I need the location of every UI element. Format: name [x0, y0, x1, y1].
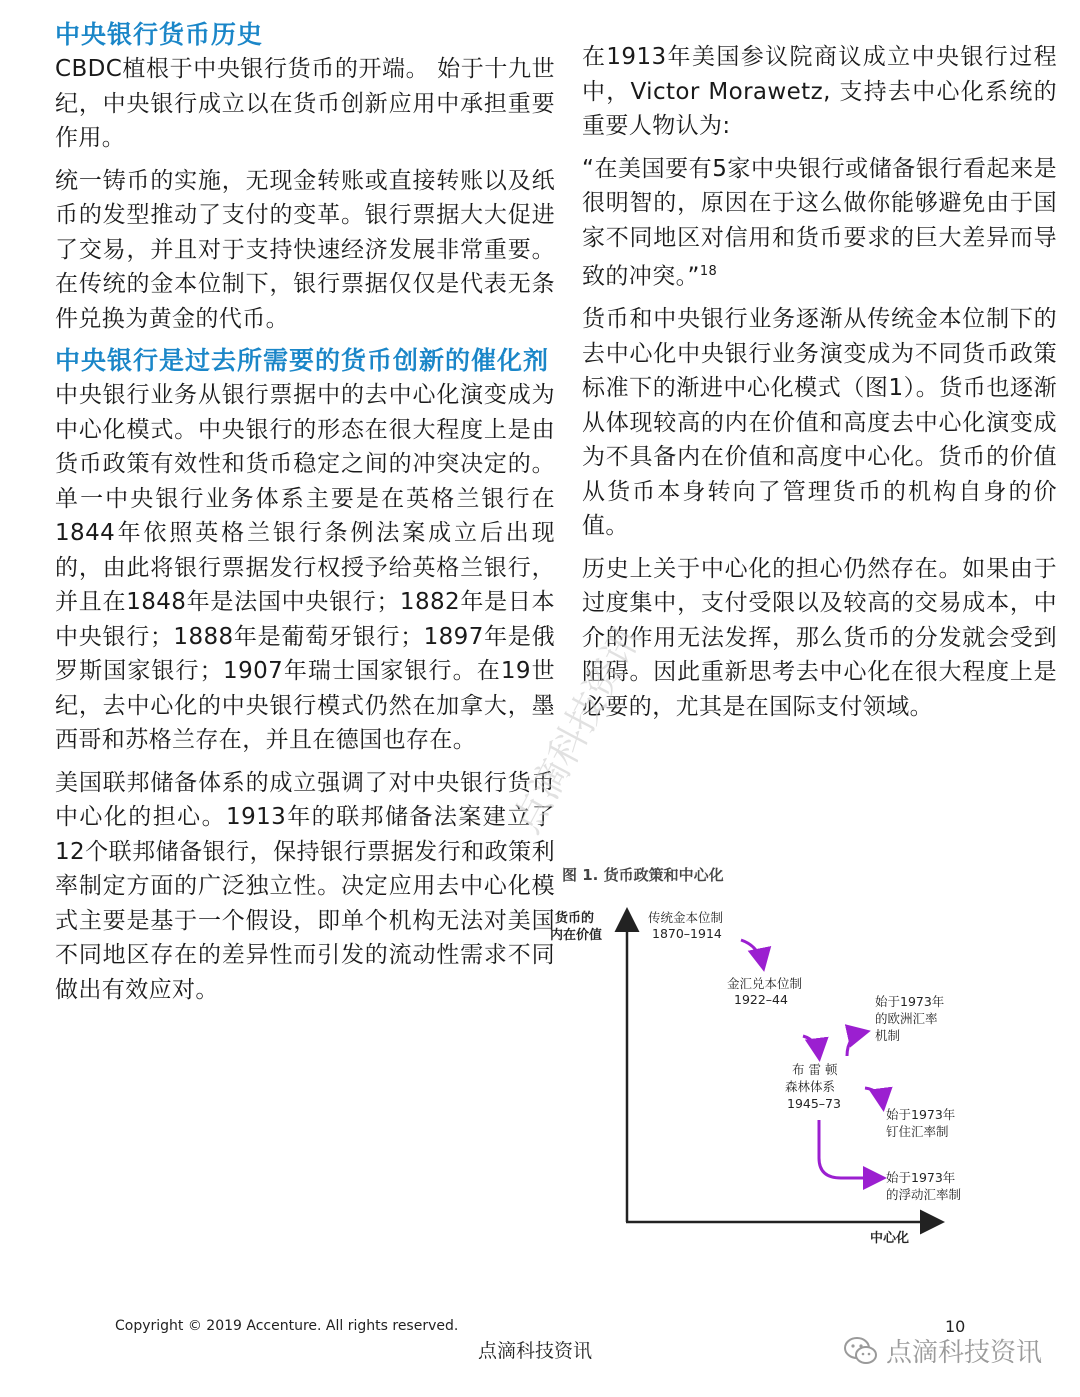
- arrow-to-euro-mechanism: [847, 1032, 865, 1056]
- paragraph: 历史上关于中心化的担心仍然存在。如果由于过度集中，支付受限以及较高的交易成本，中介的作用无法发挥，那么货币的分发就会受到阻碍。因此重新思考去中心化在很大程度上是必要的，尤其是在国际支付领域。: [582, 555, 1057, 720]
- copyright-notice: Copyright © 2019 Accenture. All rights reserved.: [115, 1318, 459, 1334]
- node-floating-rate: 始于1973年: [886, 1170, 956, 1185]
- node-gold-standard-years: 1870–1914: [652, 926, 722, 941]
- paragraph: 中央银行业务从银行票据中的去中心化演变成为中心化模式。中央银行的形态在很大程度上是由货币政策有效性和货币稳定之间的冲突决定的。单一中央银行业务体系主要是在英格兰银行在1844年依照英格兰银行条例法案成立后出现的，由此将银行票据发行权授予给英格兰银行，并且在1848年是法国中央银行；1882年是日本中央银行；1888年是葡萄牙银行；1897年是俄罗斯国家银行；1907年瑞士国家银行。在19世纪，去中心化的中央银行模式仍然在加拿大，墨西哥和苏格兰存在，并且在德国也存在。: [55, 382, 555, 753]
- paragraph: CBDC植根于中央银行货币的开端。 始于十九世纪，中央银行成立以在货币创新应用中承担重要作用。: [55, 56, 555, 151]
- node-gold-standard: 传统金本位制: [648, 910, 724, 925]
- node-bretton-woods: 森林体系: [785, 1079, 836, 1094]
- wechat-brand: [844, 1332, 1042, 1369]
- node-euro-mechanism: 始于1973年: [875, 994, 945, 1009]
- node-gold-exchange: 金汇兑本位制: [727, 976, 803, 991]
- node-bretton-woods: 布 雷 顿: [792, 1062, 838, 1077]
- page-number: 10: [945, 1317, 966, 1336]
- source-label: 点滴科技资讯: [478, 1340, 593, 1362]
- y-axis-label: 内在价值: [550, 928, 603, 943]
- arrow-to-bretton-woods: [803, 1036, 819, 1056]
- node-bretton-woods-years: 1945–73: [787, 1096, 841, 1111]
- arrow-to-pegged-rate: [865, 1088, 883, 1106]
- brand-name: 点滴科技资讯: [886, 1338, 1043, 1368]
- centralization-diagram: [545, 890, 975, 1260]
- node-euro-mechanism: 机制: [875, 1028, 901, 1043]
- arrow-to-gold-exchange: [741, 940, 763, 966]
- paragraph: 统一铸币的实施，无现金转账或直接转账以及纸币的发型推动了支付的变革。银行票据大大促进了交易，并且对于支持快速经济发展非常重要。在传统的金本位制下，银行票据仅仅是代表无条件兑换为黄金的代币。: [55, 167, 555, 332]
- wechat-icon: [844, 1336, 878, 1366]
- node-pegged-rate: 始于1973年: [886, 1107, 956, 1122]
- arrow-to-floating-rate: [819, 1120, 881, 1178]
- section-heading-history: 中央银行货币历史: [55, 20, 264, 49]
- y-axis-label: 货币的: [555, 911, 595, 926]
- x-axis-label: 中心化: [870, 1231, 910, 1246]
- quote-text: “在美国要有5家中央银行或储备银行看起来是很明智的，原因在于这么做你能够避免由于国家不同地区对信用和货币要求的巨大差异而导致的冲突。”: [582, 155, 1057, 290]
- right-column: [582, 40, 1057, 732]
- watermark: 点滴科技资讯: [504, 618, 651, 841]
- node-floating-rate: 的浮动汇率制: [886, 1187, 962, 1202]
- node-euro-mechanism: 的欧洲汇率: [875, 1011, 938, 1026]
- left-column: [55, 18, 555, 1015]
- section-heading-catalyst: 中央银行是过去所需要的货币创新的催化剂: [55, 346, 550, 375]
- paragraph: 货币和中央银行业务逐渐从传统金本位制下的去中心化中央银行业务演变成为不同货币政策标准下的渐进中心化模式（图1）。货币也逐渐从体现较高的内在价值和高度去中心化演变成为不具备内在价值和高度中心化。货币的价值从货币本身转向了管理货币的机构自身的价值。: [582, 306, 1057, 540]
- figure-caption: 图 1. 货币政策和中心化: [562, 866, 724, 884]
- footnote-ref: 18: [699, 264, 718, 279]
- quote-paragraph: [582, 152, 1057, 295]
- node-pegged-rate: 钉住汇率制: [886, 1124, 949, 1139]
- paragraph: 美国联邦储备体系的成立强调了对中央银行货币中心化的担心。1913年的联邦储备法案建立了12个联邦储备银行，保持银行票据发行和政策利率制定方面的广泛独立性。决定应用去中心化模式主要是基于一个假设，即单个机构无法对美国不同地区存在的差异性而引发的流动性需求不同做出有效应对。: [55, 769, 555, 1003]
- paragraph: 在1913年美国参议院商议成立中央银行过程中，Victor Morawetz, 支持去中心化系统的重要人物认为:: [582, 44, 1057, 139]
- node-gold-exchange-years: 1922–44: [734, 992, 788, 1007]
